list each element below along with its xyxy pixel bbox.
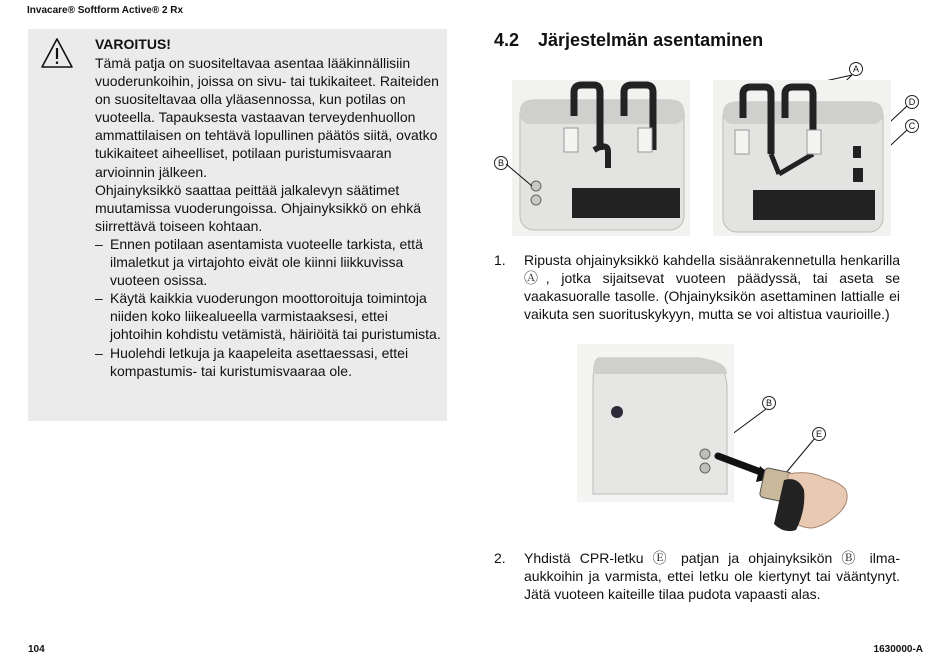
callout-b-photo1: B [494,156,508,170]
section-number: 4.2 [494,30,520,50]
step-text: Yhdistä CPR-letku Ⓔ patjan ja ohjainyksikön Ⓑ ilma-aukkoihin ja varmista, ettei letku ole kiertynyt tai vääntynyt. Jätä vuoteen kaiteille tilaa pudota vapaasti alas. [524,550,900,602]
document-header: Invacare® Softform Active® 2 Rx [27,5,184,16]
control-unit-rear-illustration [512,80,690,236]
hand-connector-illustration [700,430,860,540]
callout-a: A [849,62,863,76]
warning-bullet-list [95,235,441,380]
warning-paragraph: Ohjainyksikkö saattaa peittää jalkalevyn säätimet muutamissa vuoderungoissa. Ohjainyksikkö on ehkä siirrettävä toiseen kohtaan. [95,181,422,234]
callout-d: D [905,95,919,109]
callout-e: E [812,427,826,441]
warning-triangle-icon [40,37,74,69]
step-text: Ripusta ohjainyksikkö kahdella sisäänrakennetulla henkarilla Ⓐ, jotka sijaitsevat vuoteen päädyssä, tai aseta se vaakasuoralle tasolle. (Ohjainyksikön asettaminen lattialle ei vaikuta sen suorituskykyyn, mutta se voi altistua vaurioille.) [524,252,900,322]
warning-title: VAROITUS! [95,36,171,52]
step-number: 1. [494,252,506,268]
callout-c: C [905,119,919,133]
document-code: 1630000-A [873,644,923,655]
warning-body [95,54,441,380]
warning-bullet: – Huolehdi letkuja ja kaapeleita asettaessasi, ettei kompastumis- tai kuristumisvaaraa ole. [95,344,441,380]
warning-paragraph: Tämä patja on suositeltavaa asentaa lääkinnällisiin vuoderunkoihin, joissa on sivu- tai tukikaiteet. Raiteiden on suositeltavaa olla yläasennossa, kun potilas on vuoteella. Tapauksesta vastaavan terveydenhuollon ammattilaisen on tehtävä lopullinen päätös siitä, ovatko tukikaiteet aiheelliset, potilaan puristumisvaaran arvioinnin jälkeen. [95,55,439,180]
warning-bullet: – Käytä kaikkia vuoderungon moottoroituja toimintoja niiden koko liikealueella varmistaaksesi, ettei johtoihin kohdistu vetämistä, häiriöitä tai puristumista. [95,289,441,343]
page-number: 104 [28,644,45,655]
section-heading [494,30,763,51]
warning-box [28,29,447,421]
callout-b-photo3: B [762,396,776,410]
warning-bullet: – Ennen potilaan asentamista vuoteelle tarkista, että ilmaletkut ja virtajohto eivät ole kiinni liikkuvissa vuoteen osissa. [95,235,441,289]
section-title: Järjestelmän asentaminen [538,30,764,50]
step-number: 2. [494,550,506,566]
control-unit-hangers-illustration [713,80,891,236]
photo-control-unit-rear [512,80,690,236]
photo-control-unit-hangers [713,80,891,236]
